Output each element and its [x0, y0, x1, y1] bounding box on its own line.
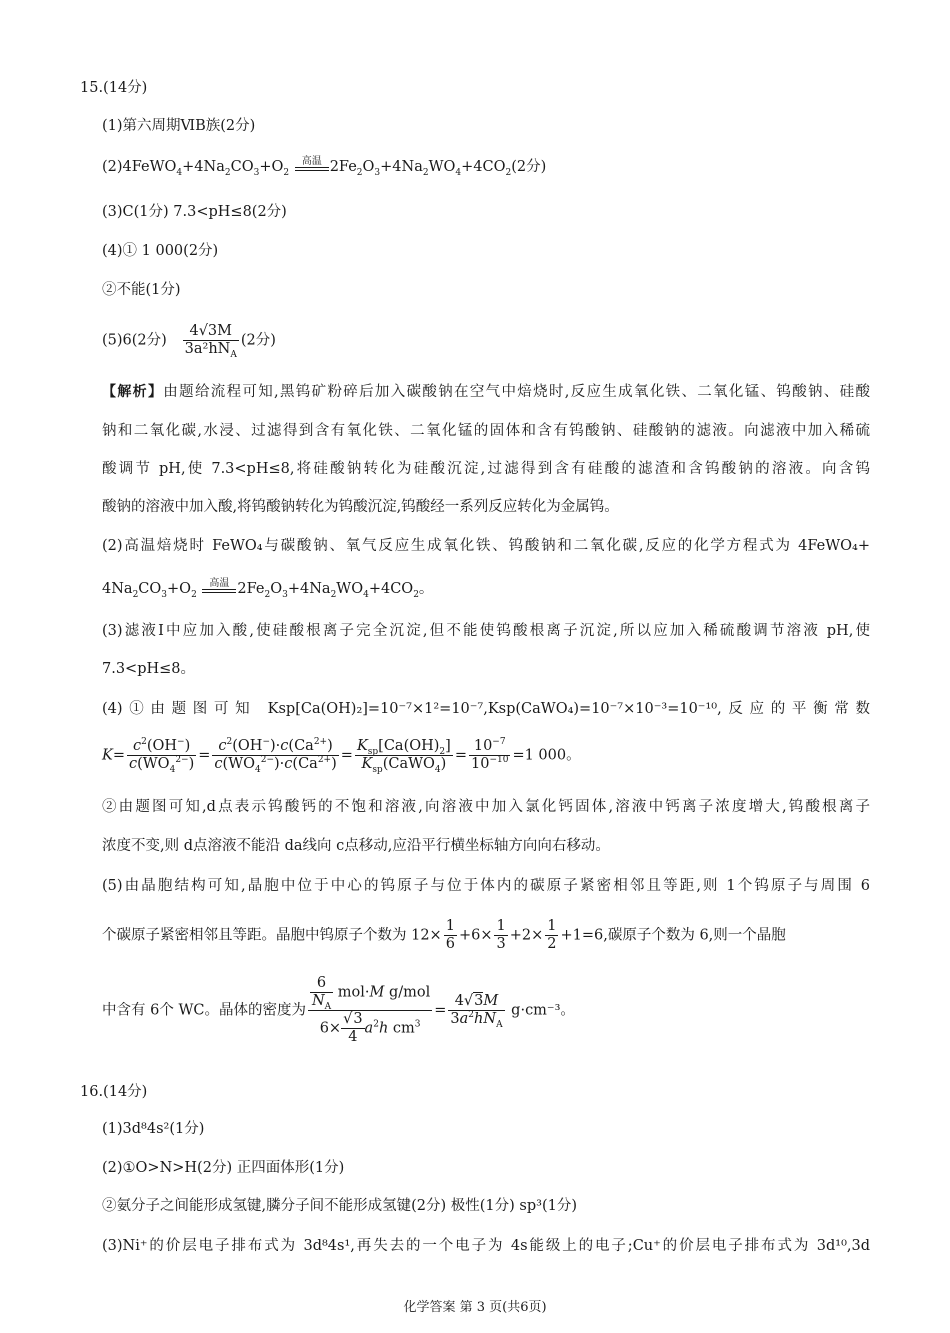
analysis-p1-line4: 酸钠的溶液中加入酸,将钨酸钠转化为钨酸沉淀,钨酸经一系列反应转化为金属钨。: [102, 499, 619, 515]
analysis-p5-line2: 个碳原子紧密相邻且等距。晶胞中钨原子个数为 12× $\frac{1}{6}$ +6× $\frac{1}{3}$ +2× $\frac{1}{2}$ +1=6,碳原子个数为 6,则一个晶胞: [102, 918, 786, 952]
analysis-p4-2-line2: 浓度不变,则 d点溶液不能沿 da线向 c点移动,应沿平行横坐标轴方向向右移动。: [102, 838, 610, 854]
q15-answer-1: (1)第六周期ⅥB族(2分): [102, 118, 256, 134]
analysis-p4-2-line1: ②由题图可知,d点表示钨酸钙的不饱和溶液,向溶液中加入氯化钙固体,溶液中钙离子浓度增大,钨酸根离子: [102, 799, 870, 815]
analysis-p1-line1: 【解析】由题给流程可知,黑钨矿粉碎后加入碳酸钠在空气中焙烧时,反应生成氧化铁、二氧化锰、钨酸钠、硅酸: [102, 384, 871, 400]
analysis-p1-line2: 钠和二氧化碳,水浸、过滤得到含有氧化铁、二氧化锰的固体和含有钨酸钠、硅酸钠的滤液。向滤液中加入稀硫: [102, 423, 870, 439]
density-fraction: $\frac{4√3M}{3a^2hN_A}$: [184, 323, 237, 360]
analysis-p2-line2: $4Na_2CO_3+O_2$ 高温 $2Fe_2O_3+4Na_2WO_4+4CO_2$。: [102, 578, 434, 600]
analysis-p5-line3: 中含有 6个 WC。晶体的密度为 $\frac{6}{N_A}$ mol·M g/mol 6× $\frac{√3}{4}$ $a^2h$ $cm^3$ = $\frac{4√3M}{3a^2hN_A}$ g·cm⁻³。: [102, 975, 575, 1045]
q16-answer-2-2: ②氨分子之间能形成氢键,膦分子间不能形成氢键(2分) 极性(1分) sp³(1分): [102, 1198, 577, 1214]
q16-answer-3: (3)Ni⁺的价层电子排布式为 3d⁸4s¹,再失去的一个电子为 4s能级上的电子;Cu⁺的价层电子排布式为 3d¹⁰,3d: [102, 1238, 870, 1254]
q15-answer-4-1: (4)① 1 000(2分): [102, 243, 219, 259]
reaction-arrow-2: 高温: [202, 578, 236, 599]
reaction-arrow: 高温: [295, 156, 329, 177]
analysis-p3-line2: 7.3<pH≤8。: [102, 661, 196, 677]
q15-answer-3: (3)C(1分) 7.3<pH≤8(2分): [102, 204, 287, 220]
analysis-p4-line1: (4)①由题图可知 Ksp[Ca(OH)₂]=10⁻⁷×1²=10⁻⁷,Ksp(CaWO₄)=10⁻⁷×10⁻³=10⁻¹⁰,反应的平衡常数: [102, 701, 870, 717]
analysis-p1-line3: 酸调节 pH,使 7.3<pH≤8,将硅酸钠转化为硅酸沉淀,过滤得到含有硅酸的滤渣和含钨酸钠的溶液。向含钨: [102, 461, 870, 477]
q15-answer-2: $(2)4FeWO_4+4Na_2CO_3+O_2$ 高温 $2Fe_2O_3+4Na_2WO_4+4CO_2(2$分): [102, 156, 547, 178]
analysis-p2-line1: (2)高温焙烧时 FeWO₄与碳酸钠、氧气反应生成氧化铁、钨酸钠和二氧化碳,反应的化学方程式为 4FeWO₄+: [102, 538, 870, 554]
q15-answer-4-2: ②不能(1分): [102, 282, 181, 298]
equilibrium-constant-equation: K= $\frac{c^2(OH^-)}{c(WO_4^{2-})}$ = $\frac{c^2(OH^-)\cdot c(Ca^{2+})}{c(WO_4^{2-})\cdot c(Ca^{2+})}$ = $\frac{K_{sp}[Ca(OH)_2]}{K_{sp}(CaWO_4)}$ = $\frac{10^{-7}}{10^{-10}}$ =1 000。: [102, 737, 581, 775]
analysis-p5-line1: (5)由晶胞结构可知,晶胞中位于中心的钨原子与位于体内的碳原子紧密相邻且等距,则 1个钨原子与周围 6: [102, 878, 870, 894]
q16-answer-2-1: (2)①O>N>H(2分) 正四面体形(1分): [102, 1160, 345, 1176]
q15-answer-5: (5)6(2分) $\frac{4√3M}{3a^2hN_A}$ (2分): [102, 323, 276, 360]
q16-answer-1: (1)3d⁸4s²(1分): [102, 1121, 205, 1137]
q15-header: 15.(14分): [80, 80, 148, 96]
page-footer: 化学答案 第 3 页(共6页): [403, 1300, 547, 1315]
q16-header: 16.(14分): [80, 1084, 148, 1100]
analysis-tag: 【解析】: [102, 384, 164, 400]
analysis-p3-line1: (3)滤液Ⅰ中应加入酸,使硅酸根离子完全沉淀,但不能使钨酸根离子沉淀,所以应加入稀硫酸调节溶液 pH,使: [102, 623, 870, 639]
